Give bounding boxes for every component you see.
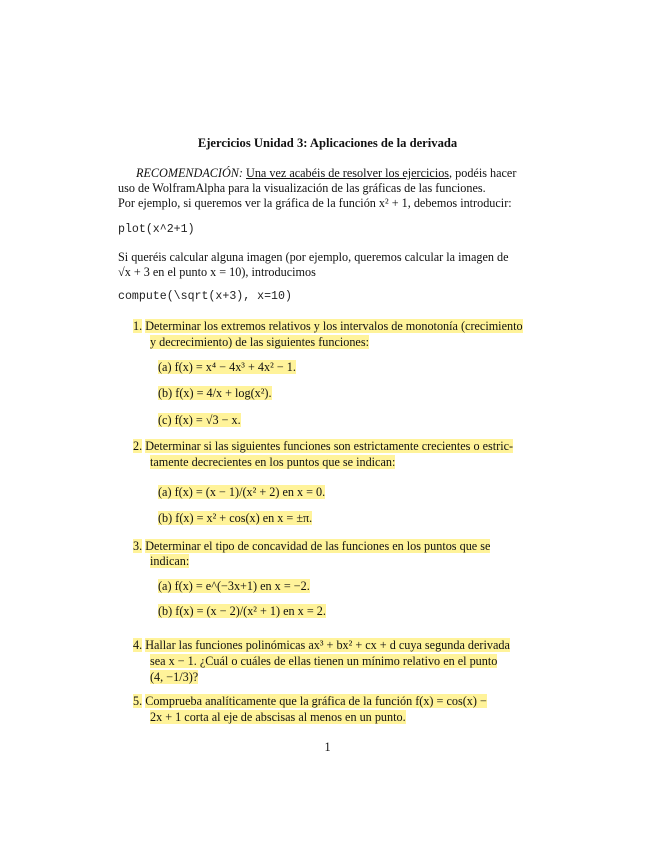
exercise-5: 5. Comprueba analíticamente que la gráfica de la función f(x) = cos(x) −: [133, 694, 487, 708]
exercise-4-line-3: (4, −1/3)?: [150, 670, 199, 684]
imagen-line-1: Si queréis calcular alguna imagen (por ejemplo, queremos calcular la imagen de: [118, 250, 509, 264]
recommendation-line-2: uso de WolframAlpha para la visualización de las gráficas de las funciones.: [118, 181, 486, 195]
exercise-3-item-b: (b) f(x) = (x − 2)/(x² + 1) en x = 2.: [158, 604, 326, 618]
recommendation-line-3: Por ejemplo, si queremos ver la gráfica de la función x² + 1, debemos introducir:: [118, 196, 512, 210]
exercise-3-item-a: (a) f(x) = e^(−3x+1) en x = −2.: [158, 579, 310, 593]
exercise-2-line-2: tamente decrecientes en los puntos que se indican:: [150, 455, 396, 469]
exercise-4-line-2: sea x − 1. ¿Cuál o cuáles de ellas tienen un mínimo relativo en el punto: [150, 654, 498, 668]
exercise-2-item-a: (a) f(x) = (x − 1)/(x² + 2) en x = 0.: [158, 485, 326, 499]
exercise-1: [133, 318, 538, 334]
exercise-1-item-a: (a) f(x) = x⁴ − 4x³ + 4x² − 1.: [158, 360, 296, 374]
code-plot: plot(x^2+1): [118, 223, 195, 236]
exercise-1-line-2: y decrecimiento) de las siguientes funciones:: [150, 335, 369, 349]
exercise-2: 2. Determinar si las siguientes funciones son estrictamente crecientes o estric-: [133, 439, 514, 453]
imagen-line-2: √x + 3 en el punto x = 10), introducimos: [118, 265, 316, 279]
code-compute: compute(\sqrt(x+3), x=10): [118, 290, 292, 303]
exercise-number: 1.: [133, 319, 143, 333]
recommendation-line-1-end: , podéis hacer: [449, 166, 517, 180]
exercise-5-line-2: 2x + 1 corta al eje de abscisas al menos en un punto.: [150, 710, 406, 724]
recommendation-label: RECOMENDACIÓN:: [136, 166, 243, 180]
exercise-3: 3. Determinar el tipo de concavidad de las funciones en los puntos que se: [133, 539, 491, 553]
exercise-text-line: Determinar los extremos relativos y los intervalos de monotonía (crecimiento: [145, 319, 523, 333]
exercise-2-item-b: (b) f(x) = x² + cos(x) en x = ±π.: [158, 511, 313, 525]
page-title: Ejercicios Unidad 3: Aplicaciones de la derivada: [197, 136, 458, 150]
recommendation-line-1: [136, 165, 556, 181]
exercise-3-line-2: indican:: [150, 554, 190, 568]
exercise-4: 4. Hallar las funciones polinómicas ax³ + bx² + cx + d cuya segunda derivada: [133, 638, 510, 652]
recommendation-underlined: Una vez acabéis de resolver los ejercicios: [246, 166, 450, 180]
page-number: 1: [324, 740, 331, 754]
exercise-1-item-c: (c) f(x) = √3 − x.: [158, 413, 241, 427]
exercise-1-item-b: (b) f(x) = 4/x + log(x²).: [158, 386, 272, 400]
